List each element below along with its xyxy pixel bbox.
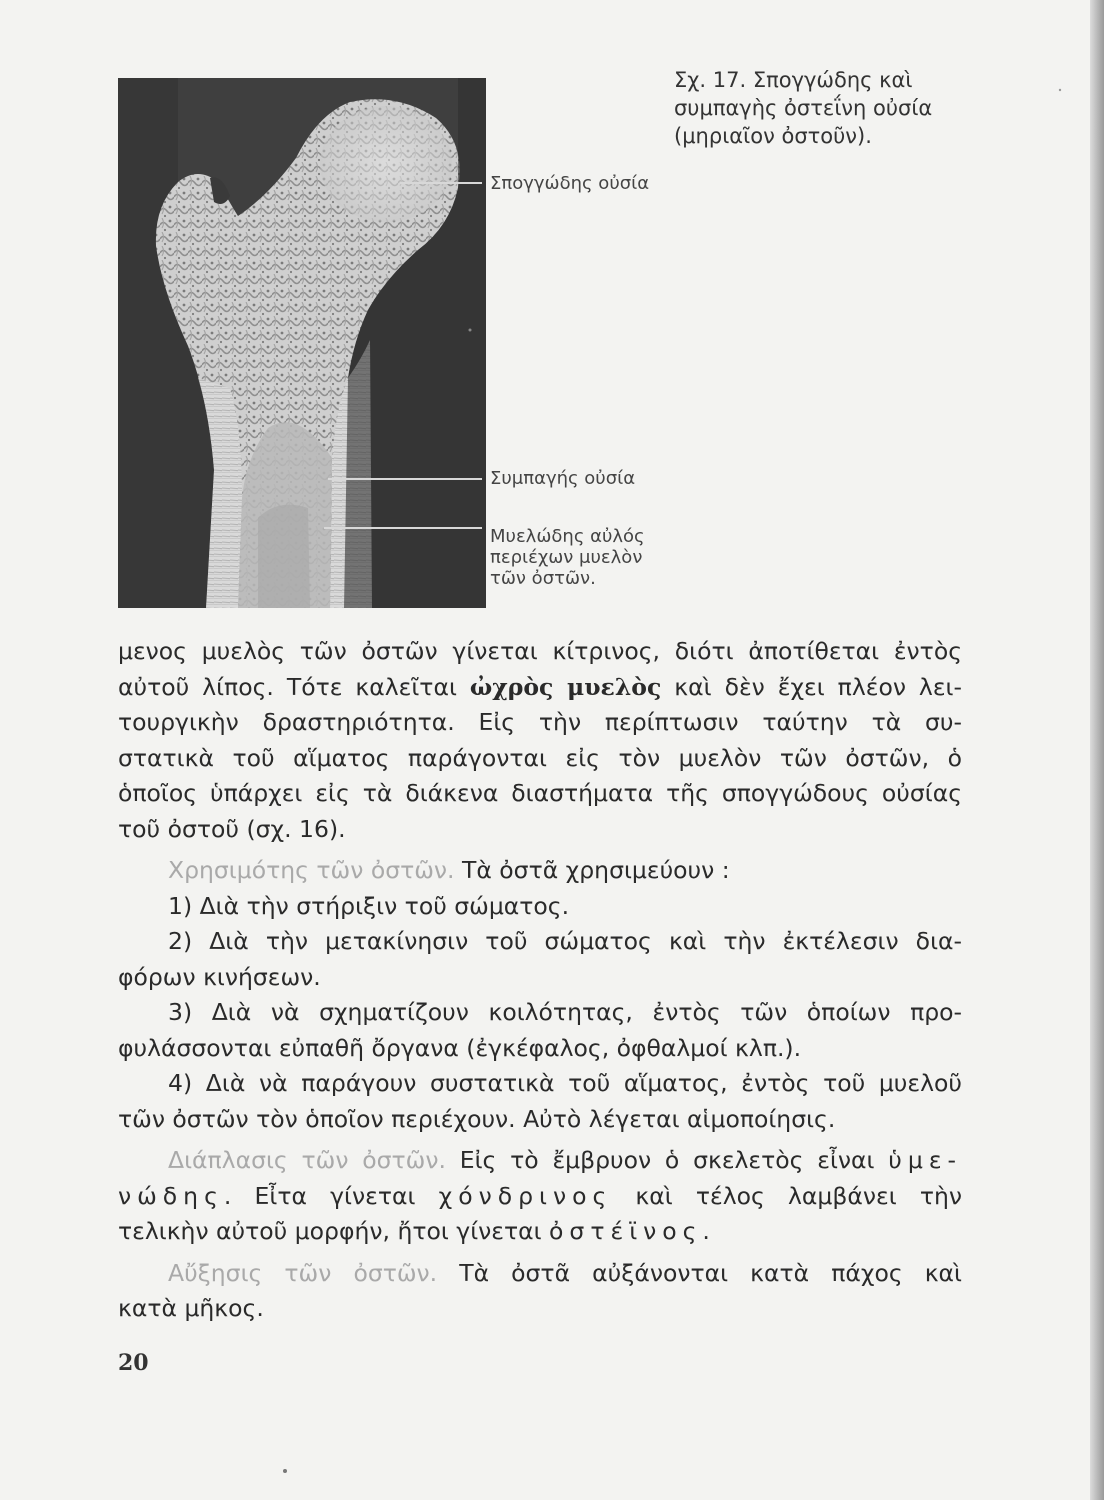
section-heading: Χρησιμότης τῶν ὀστῶν.: [168, 856, 455, 884]
text-span: αὐτοῦ λίπος. Τότε καλεῖται: [118, 672, 470, 701]
caption-line: Σχ. 17. Σπογγώδης καὶ: [674, 68, 913, 92]
text-line: μενος μυελὸς τῶν ὀστῶν γίνεται κίτρινος, διότι ἀποτίθεται ἐντὸς: [118, 637, 962, 665]
text-line: τῶν ὀστῶν τὸν ὁποῖον περιέχουν. Αὐτὸ λέγεται αἱμοποίησις.: [118, 1104, 836, 1133]
label-medullary-canal-1: Μυελώδης αὐλός: [490, 526, 645, 547]
list-item: 1) Διὰ τὴν στήριξιν τοῦ σώματος.: [168, 891, 570, 920]
text-span: καὶ δὲν ἔχει πλέον λει-: [661, 672, 962, 701]
list-item: 4) Διὰ νὰ παράγουν συστατικὰ τοῦ αἵματος, ἐντὸς τοῦ μυελοῦ: [168, 1069, 962, 1097]
text-span: Εἰς τὸ ἔμβρυον ὁ σκελετὸς εἶναι: [445, 1146, 889, 1174]
section-heading: Αὔξησις τῶν ὀστῶν.: [168, 1258, 438, 1287]
caption-line: συμπαγὴς ὀστεΐνη οὐσία: [674, 96, 933, 120]
section-heading: Διάπλασις τῶν ὀστῶν.: [168, 1146, 446, 1174]
label-medullary-canal-2: περιέχων μυελὸν: [490, 547, 643, 568]
text-line: φόρων κινήσεων.: [118, 962, 321, 991]
caption-line: (μηριαῖον ὀστοῦν).: [674, 124, 872, 148]
text-span: καὶ τέλος λαμβάνει τὴν: [612, 1181, 962, 1210]
page-number: 20: [118, 1350, 149, 1376]
text-line: τουργικὴν δραστηριότητα. Εἰς τὴν περίπτωσιν ταύτην τὰ συ-: [118, 708, 962, 736]
text-span: . Εἶτα γίνεται: [223, 1181, 439, 1210]
text-line: ὁποῖος ὑπάρχει εἰς τὰ διάκενα διαστήματα τῆς σπογγώδους οὐσίας: [118, 779, 962, 807]
spaced-term: ὀστέϊνος: [549, 1217, 703, 1245]
text-line: κατὰ μῆκος.: [118, 1294, 264, 1322]
text-span: Τὰ ὀστᾶ χρησιμεύουν :: [454, 856, 730, 884]
label-medullary-canal-3: τῶν ὀστῶν.: [490, 568, 596, 589]
list-item: 3) Διὰ νὰ σχηματίζουν κοιλότητας, ἐντὸς τῶν ὁποίων προ-: [168, 998, 962, 1026]
text-span: .: [702, 1217, 710, 1245]
text-line: στατικὰ τοῦ αἵματος παράγονται εἰς τὸν μυελὸν τῶν ὀστῶν, ὁ: [118, 743, 962, 772]
spaced-term: ὑμε-: [888, 1146, 963, 1174]
text-line: τοῦ ὀστοῦ (σχ. 16).: [118, 814, 346, 843]
label-compact-substance: Συμπαγής οὐσία: [490, 468, 636, 489]
list-item: 2) Διὰ τὴν μετακίνησιν τοῦ σώματος καὶ τὴν ἐκτέλεσιν δια-: [168, 927, 962, 955]
text-line: φυλάσσονται εὐπαθῆ ὄργανα (ἐγκέφαλος, ὀφθαλμοί κλπ.).: [118, 1033, 802, 1062]
text-span: Τὰ ὀστᾶ αὐξάνονται κατὰ πάχος καὶ: [437, 1258, 962, 1287]
label-spongy-substance: Σπογγώδης οὐσία: [490, 173, 650, 194]
text-span: τελικὴν αὐτοῦ μορφήν, ἤτοι γίνεται: [118, 1217, 550, 1245]
spaced-term: χόνδρινος: [438, 1181, 613, 1210]
bold-term: ὠχρὸς μυελὸς: [469, 672, 662, 701]
spaced-term: νώδης: [118, 1181, 224, 1210]
